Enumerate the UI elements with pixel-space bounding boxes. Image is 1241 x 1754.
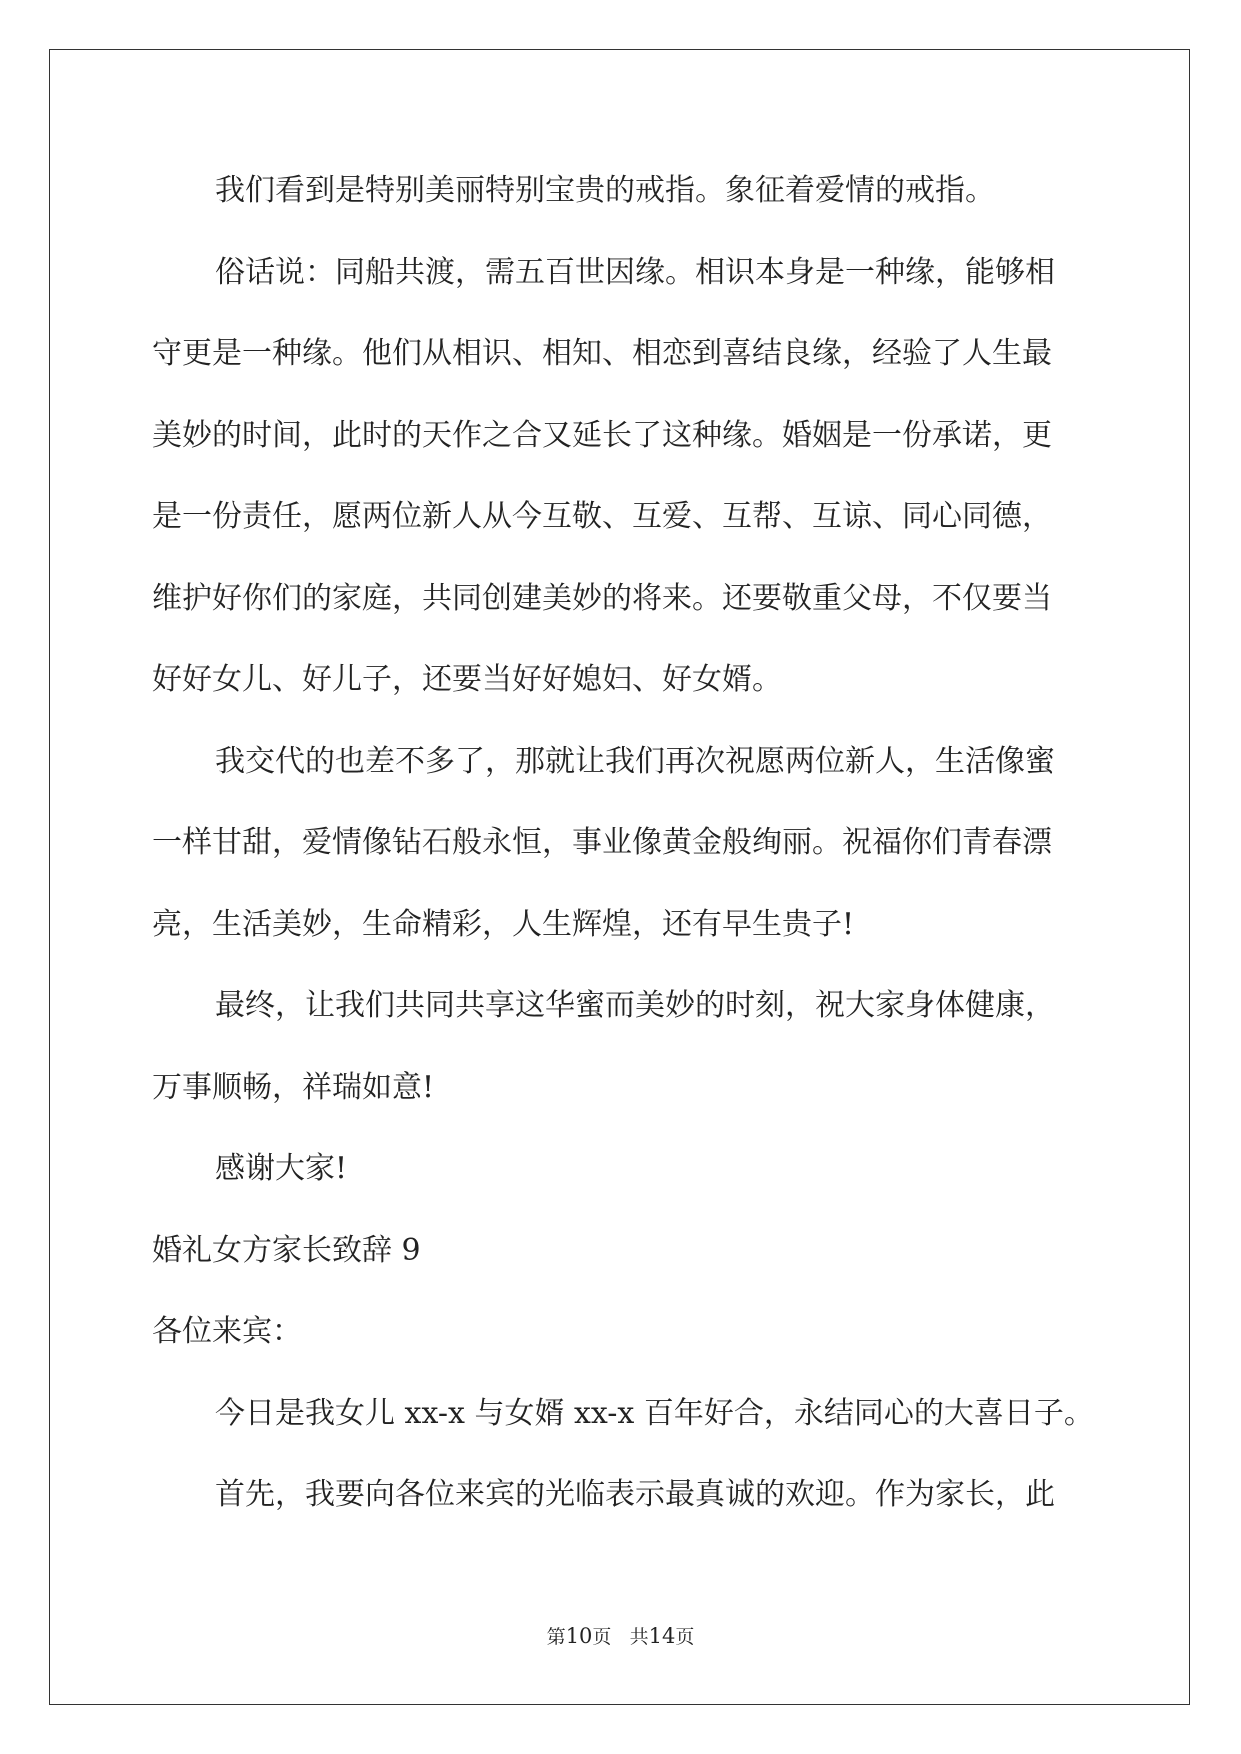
paragraph-line: 守更是一种缘。他们从相识、相知、相恋到喜结良缘，经验了人生最 <box>152 336 1052 371</box>
page-number: 10 <box>565 1624 593 1648</box>
page-footer <box>0 1622 1241 1649</box>
page-suffix: 页 <box>592 1626 612 1648</box>
total-suffix: 页 <box>675 1626 695 1648</box>
paragraph-line: 万事顺畅，祥瑞如意! <box>152 1069 435 1105</box>
total-pages: 14 <box>648 1624 676 1648</box>
section-heading: 婚礼女方家长致辞 9 <box>152 1232 421 1268</box>
paragraph-line: 我们看到是特别美丽特别宝贵的戒指。象征着爱情的戒指。 <box>215 173 995 208</box>
salutation: 各位来宾： <box>152 1314 302 1349</box>
total-prefix: 共 <box>629 1626 649 1648</box>
paragraph-line: 是一份责任，愿两位新人从今互敬、互爱、互帮、互谅、同心同德， <box>152 499 1052 534</box>
paragraph-line: 维护好你们的家庭，共同创建美妙的将来。还要敬重父母，不仅要当 <box>152 580 1052 616</box>
paragraph-line: 亮，生活美妙，生命精彩，人生辉煌，还有早生贵子! <box>152 906 855 942</box>
document-body <box>152 150 1092 1536</box>
paragraph-line: 最终，让我们共同共享这华蜜而美妙的时刻，祝大家身体健康， <box>215 988 1055 1023</box>
paragraph-line: 今日是我女儿 xx-x 与女婿 xx-x 百年好合，永结同心的大喜日子。 <box>215 1395 1094 1431</box>
paragraph-line: 俗话说：同船共渡，需五百世因缘。相识本身是一种缘，能够相 <box>215 254 1055 290</box>
paragraph-line: 感谢大家! <box>215 1151 348 1186</box>
paragraph-line: 首先，我要向各位来宾的光临表示最真诚的欢迎。作为家长，此 <box>215 1477 1055 1512</box>
paragraph-line: 好好女儿、好儿子，还要当好好媳妇、好女婿。 <box>152 662 782 697</box>
page-prefix: 第 <box>546 1626 566 1648</box>
paragraph-line: 我交代的也差不多了，那就让我们再次祝愿两位新人，生活像蜜 <box>215 743 1055 779</box>
paragraph-line: 一样甘甜，爱情像钻石般永恒，事业像黄金般绚丽。祝福你们青春漂 <box>152 825 1052 860</box>
paragraph-line: 美妙的时间，此时的天作之合又延长了这种缘。婚姻是一份承诺，更 <box>152 417 1052 453</box>
